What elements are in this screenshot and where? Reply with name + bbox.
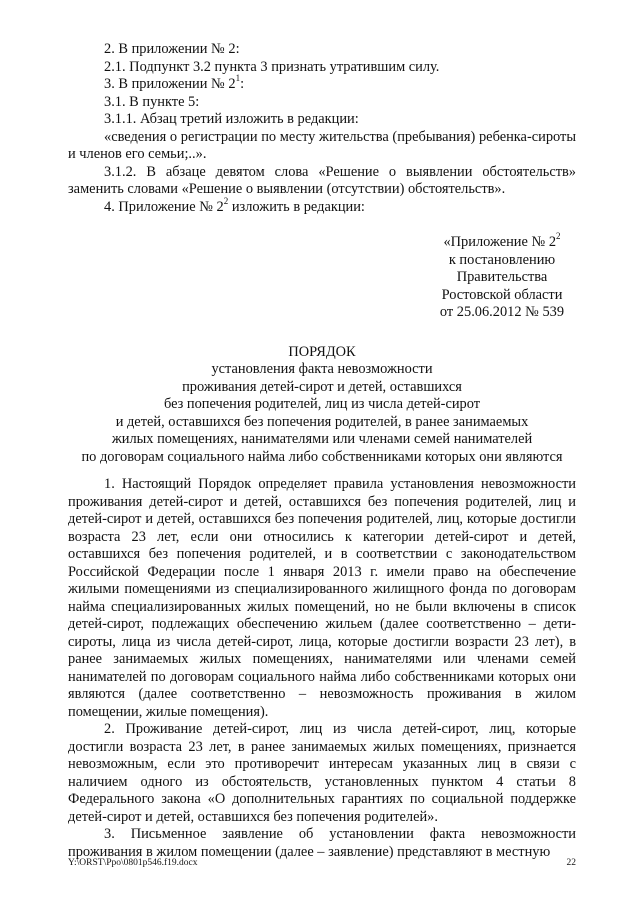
order-subtitle-line: проживания детей-сирот и детей, оставшихся: [182, 378, 462, 395]
file-path: Y:\ORST\Ppo\0801p546.f19.docx: [68, 858, 198, 868]
amendment-paragraph: 3.1. В пункте 5:: [104, 93, 200, 110]
page-number: 22: [566, 858, 576, 868]
amendment-paragraph: 3.1.2. В абзаце девятом слова «Решение о выявлении обстоятельств» заменить словами «Решение о выявлении (отсутствии) обстоятельств».: [68, 163, 576, 197]
appendix-header: [428, 231, 576, 322]
body-paragraph: 1. Настоящий Порядок определяет правила установления невозможности проживания детей-сирот и детей, оставшихся без попечения родителей, лиц и детей-сирот и детей, оставшихся без попечения родителей, лиц, которые достигли возраста 23 лет, если они относились к категории детей-сирот и детей, оставшихся без попечения родителей, и в соответствии с законодательством Российской Федерации после 1 января 2013 г. имели право на обеспечение жилыми помещениями из специализированного жилищного фонда по договорам найма специализированных жилых помещений, но не были включены в список детей-сирот, подлежащих обеспечению жильем (далее соответственно – дети-сироты, лица из числа детей-сирот, лица, которые достигли возрасти 23 лет), в ранее занимаемых жилых помещениях, нанимателями или членами семей нанимателей по договорам социального найма либо собственниками которых они являются (далее соответственно – невозможность проживания в жилом помещении, жилые помещения).: [68, 476, 576, 720]
amendment-paragraph: 2. В приложении № 2:: [104, 41, 240, 57]
amendment-paragraph: 2.1. Подпункт 3.2 пункта 3 признать утратившим силу.: [104, 58, 440, 75]
order-subtitle-line: по договорам социального найма либо собственниками которых они являются: [81, 448, 563, 465]
appendix-line: «Приложение № $2^2$: [443, 231, 561, 250]
body-paragraph: 3. Письменное заявление об установлении факта невозможности проживания в жилом помещении (далее – заявление) представляют в местную: [68, 826, 576, 860]
appendix-line: от 25.06.2012 № 539: [439, 304, 565, 320]
document-content: [68, 41, 576, 861]
order-subtitle-line: жилых помещениях, нанимателями или членами семей нанимателей: [111, 431, 533, 447]
order-title: ПОРЯДОК: [288, 343, 356, 360]
order-subtitle-line: и детей, оставшихся без попечения родителей, в ранее занимаемых: [115, 413, 529, 430]
amendment-paragraph: 4. Приложение № $2^2$ изложить в редакции:: [104, 195, 365, 215]
appendix-line: Ростовской области: [441, 286, 563, 303]
body-paragraph: 2. Проживание детей-сирот, лиц из числа детей-сирот, лиц, которые достигли возраста 23 лет, в ранее занимаемых жилых помещениях, признается невозможным, если это противоречит интересам указанных лиц в связи с наличием одного из обстоятельств, установленных пунктом 4 статьи 8 Федерального закона «О дополнительных гарантиях по социальной поддержке детей-сирот и детей, оставшихся без попечения родителей».: [68, 721, 576, 825]
page-footer: [68, 858, 576, 869]
order-subtitle-line: установления факта невозможности: [211, 361, 433, 377]
amendment-paragraph: 3.1.1. Абзац третий изложить в редакции:: [104, 111, 359, 127]
amendment-paragraph: 3. В приложении № $2^1$:: [104, 73, 245, 92]
appendix-line: к постановлению: [448, 251, 556, 268]
amendment-quote: «сведения о регистрации по месту жительства (пребывания) ребенка-сироты и членов его семьи;..».: [68, 128, 576, 162]
order-subtitle-line: без попечения родителей, лиц из числа детей-сирот: [163, 396, 481, 412]
appendix-line: Правительства: [456, 269, 548, 285]
